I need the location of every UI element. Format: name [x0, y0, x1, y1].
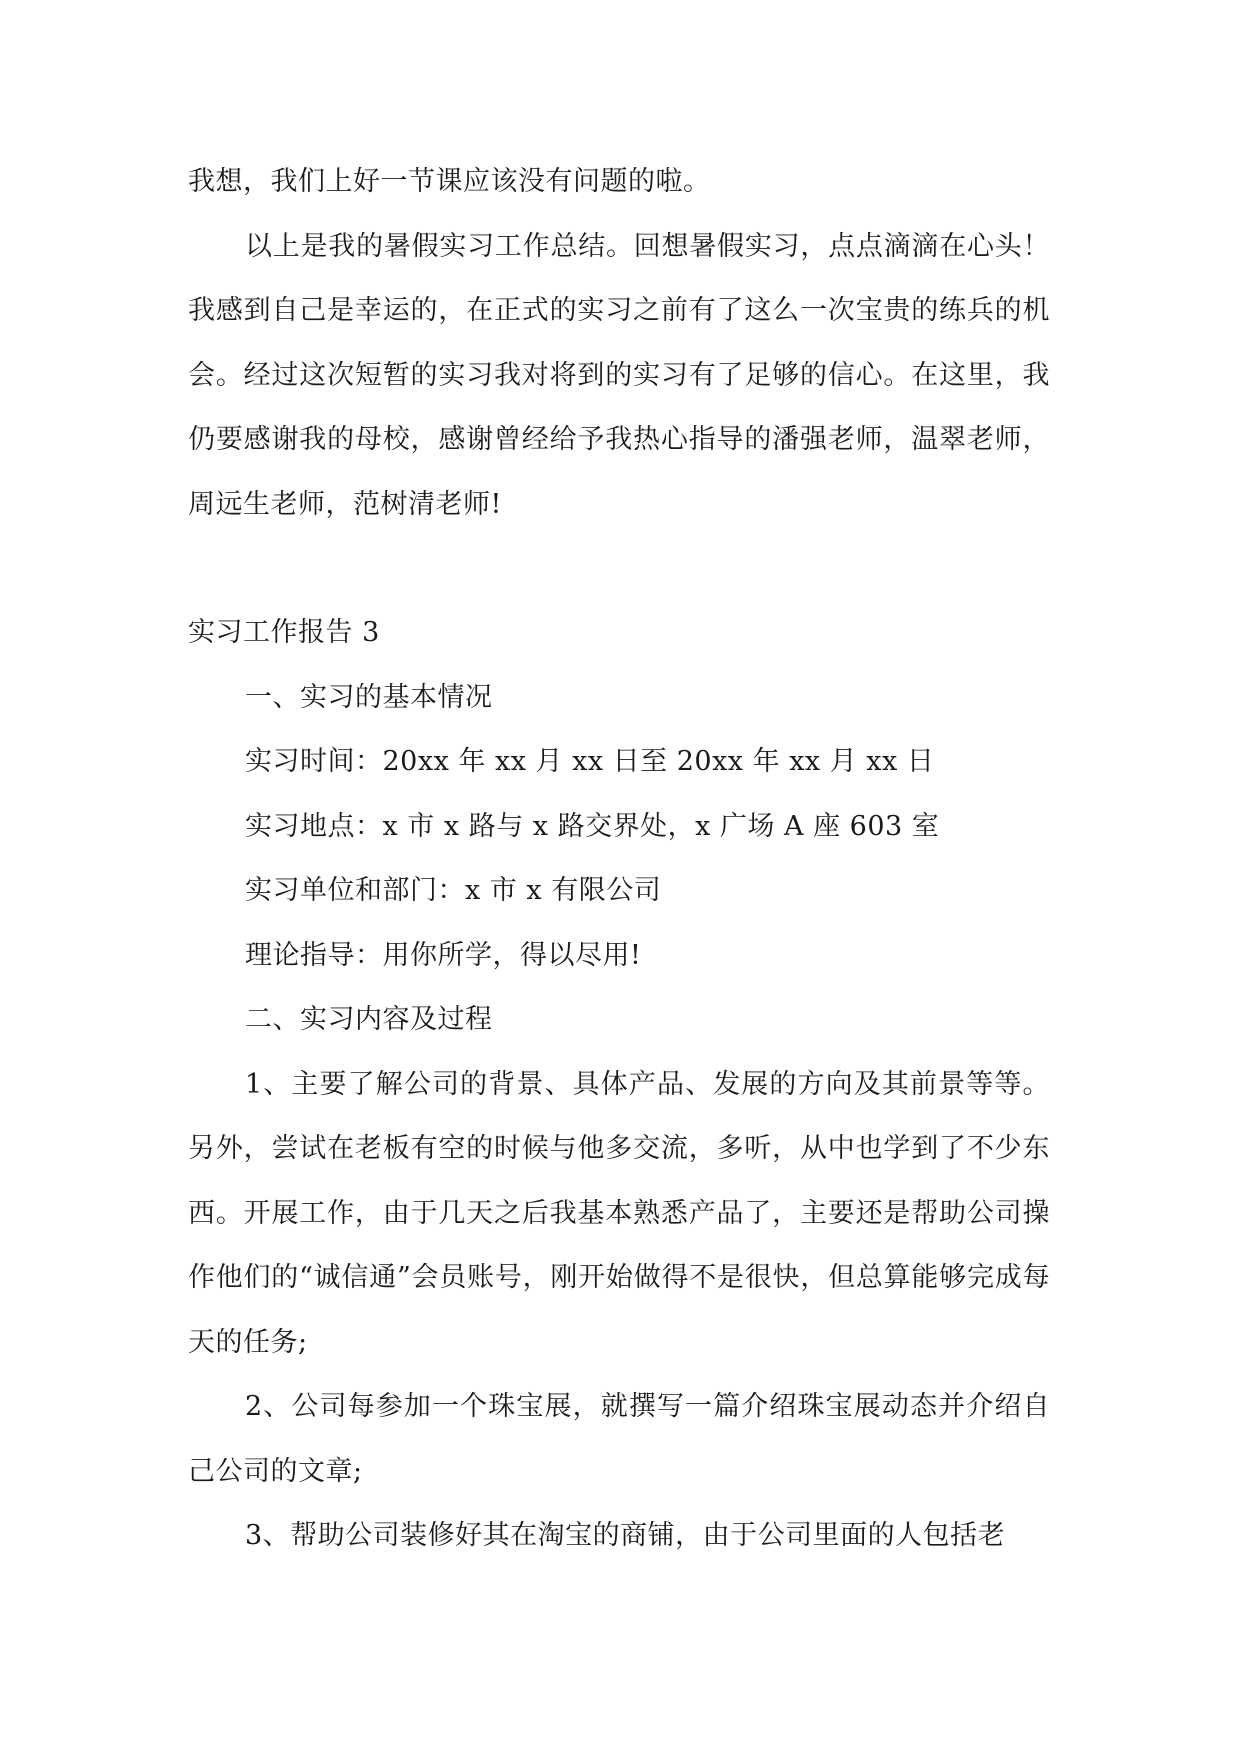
section-heading-basic-info: 一、实习的基本情况 [245, 681, 493, 713]
internship-time: 实习时间：20xx 年 xx 月 xx 日至 20xx 年 xx 月 xx 日 [245, 746, 935, 777]
paragraph-summary: 以上是我的暑假实习工作总结。回想暑假实习，点点滴滴在心头！我感到自己是幸运的，在正式的实习之前有了这么一次宝贵的练兵的机会。经过这次短暂的实习我对将到的实习有了足够的信心。在这里，我仍要感谢我的母校，感谢曾经给予我热心指导的潘强老师，温翠老师，周远生老师，范树清老师! [188, 230, 1050, 520]
document-body [188, 150, 1050, 1569]
internship-unit: 实习单位和部门：x 市 x 有限公司 [245, 875, 662, 906]
section-heading-content: 二、实习内容及过程 [245, 1004, 493, 1035]
internship-place: 实习地点：x 市 x 路与 x 路交界处，x 广场 A 座 603 室 [245, 810, 940, 842]
theory-guidance: 理论指导：用你所学，得以尽用! [245, 939, 642, 971]
section-spacer [188, 537, 1050, 601]
paragraph-closing-line: 我想，我们上好一节课应该没有问题的啦。 [188, 166, 711, 197]
content-item-1: 1、主要了解公司的背景、具体产品、发展的方向及其前景等等。另外，尝试在老板有空的时候与他多交流，多听，从中也学到了不少东西。开展工作，由于几天之后我基本熟悉产品了，主要还是帮助公司操作他们的“诚信通”会员账号，刚开始做得不是很快，但总算能够完成每天的任务; [188, 1068, 1050, 1358]
content-item-3: 3、帮助公司装修好其在淘宝的商铺，由于公司里面的人包括老 [245, 1520, 1006, 1551]
content-item-2: 2、公司每参加一个珠宝展，就撰写一篇介绍珠宝展动态并介绍自己公司的文章; [188, 1391, 1050, 1487]
report-title: 实习工作报告 3 [188, 617, 380, 648]
